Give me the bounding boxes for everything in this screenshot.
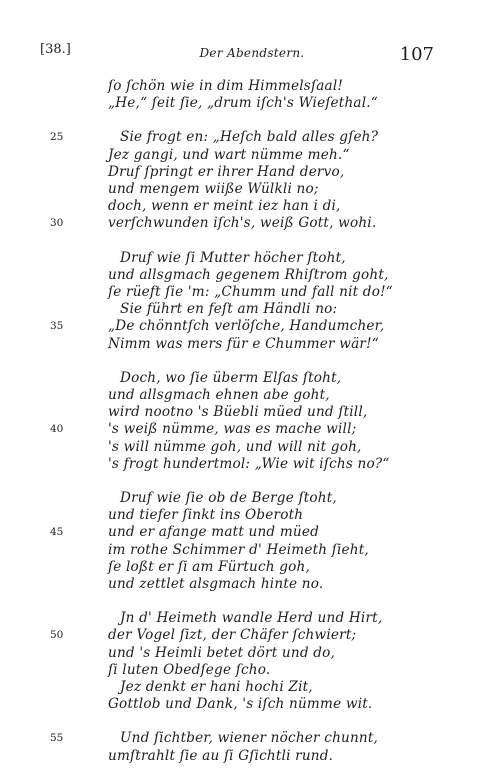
poem-line: und mengem wiiße Wülkli no; <box>108 181 319 197</box>
poem-line: Und ſichtber, wiener nöcher chunnt, <box>120 730 379 747</box>
poem-line: der Vogel ſizt, der Chäfer ſchwiert; <box>108 627 357 644</box>
poem-line: Sie frogt en: „Heſch bald alles gſeh? <box>120 129 379 146</box>
poem-line: „De chönntſch verlöſche, Handumcher, <box>108 318 385 335</box>
poem-line: Druf ſpringt er ihrer Hand dervo, <box>108 163 345 180</box>
poem-line: Jez denkt er hani hochi Zit, <box>120 679 313 695</box>
poem-line: und 's Heimli betet dört und do, <box>108 644 336 661</box>
poem-line: im rothe Schimmer d' Heimeth ſieht, <box>108 541 369 558</box>
poem-line: und tiefer ſinkt ins Oberoth <box>108 507 304 524</box>
poem-line: 's frogt hundertmol: „Wie wit iſchs no?“ <box>108 455 390 472</box>
poem-line: wird nootno 's Büebli müed und ſtill, <box>108 404 368 421</box>
poem-line: und zettlet alsgmach hinte no. <box>108 576 324 592</box>
poem-line: ſe rüeft ſie 'm: „Chumm und fall nit do!“ <box>108 284 393 300</box>
section-number: [38.] <box>40 42 71 57</box>
poem-line: 's weiß nümme, was es mache will; <box>108 421 357 438</box>
poem-line: und allsgmach gegenem Rhiſtrom goht, <box>108 266 389 283</box>
poem-line: Jn d' Heimeth wandle Herd und Hirt, <box>120 610 383 627</box>
poem-line: Gottlob und Dank, 's iſch nümme wit. <box>108 696 373 713</box>
running-title: Der Abendstern. <box>199 46 305 60</box>
line-number: 35 <box>50 320 64 333</box>
poem-line: ſi luten Obedſege ſcho. <box>108 661 271 678</box>
line-number: 50 <box>50 629 64 642</box>
poem-line: Druf wie ſi Mutter höcher ſtoht, <box>120 249 346 266</box>
poem-line: ſe loßt er ſi am Fürtuch goh, <box>108 558 311 575</box>
line-number: 40 <box>50 423 64 436</box>
page-number: 107 <box>399 44 434 65</box>
poem-line: 's will nümme goh, und will nit goh, <box>108 438 362 455</box>
poem-line: Nimm was mers für e Chummer wär!“ <box>108 335 379 352</box>
poem-line: und allsgmach ehnen abe goht, <box>108 387 330 403</box>
poem-line: doch, wenn er meint iez han i di, <box>108 198 341 215</box>
poem-line: Jez gangi, und wart nümme meh.“ <box>108 146 350 163</box>
poem-line: und er afange matt und müed <box>108 524 320 541</box>
line-number: 30 <box>50 217 64 230</box>
poem-line: Doch, wo ſie überm Elſas ſtoht, <box>120 369 342 386</box>
poem-line: umſtrahlt ſie au ſi Gſichtli rund. <box>108 747 334 764</box>
poem-line: Druf wie ſie ob de Berge ſtoht, <box>120 490 337 506</box>
poem-line: ſo ſchön wie in dim Himmelsſaal! <box>108 78 344 94</box>
poem-line: Sie führt en feſt am Händli no: <box>120 301 338 318</box>
poem-line: „He,“ ſeit ſie, „drum iſch's Wieſethal.“ <box>108 95 378 112</box>
line-number: 55 <box>50 732 64 745</box>
poem-line: verſchwunden iſch's, weiß Gott, wohi. <box>108 215 377 232</box>
line-number: 45 <box>50 526 64 539</box>
line-number: 25 <box>50 131 64 144</box>
